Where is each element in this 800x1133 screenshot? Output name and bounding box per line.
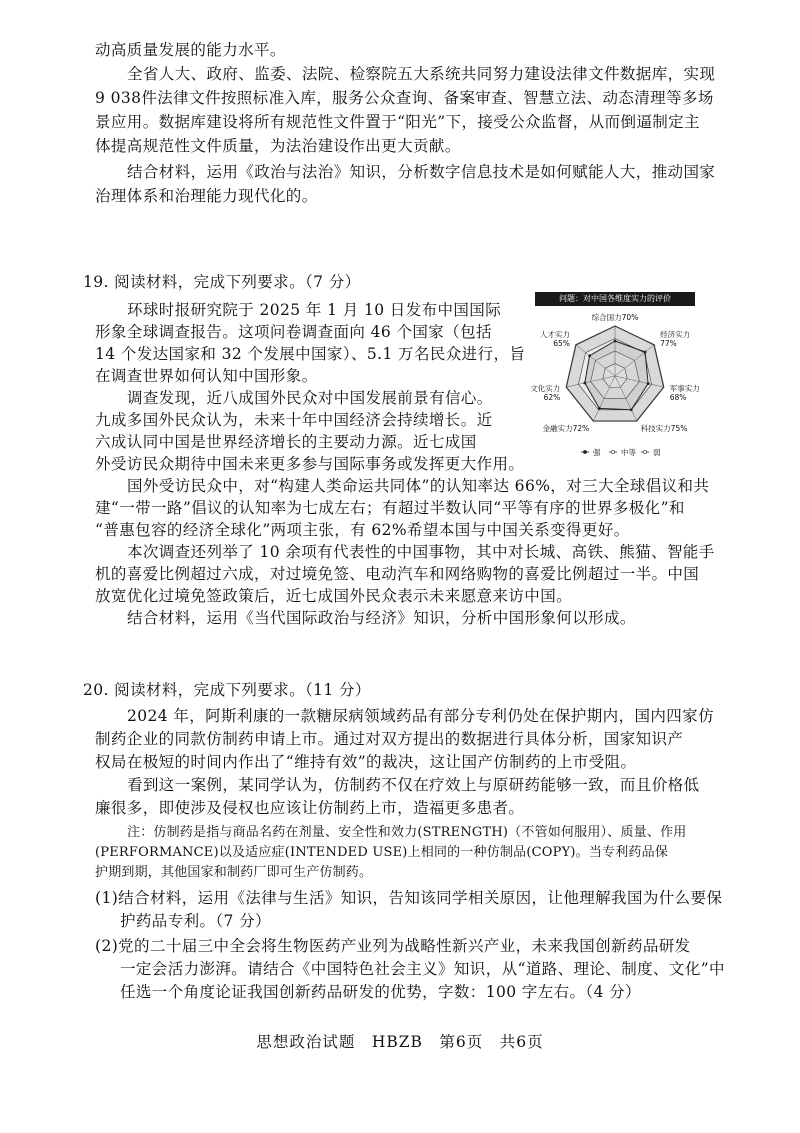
note-line: 注：仿制药是指与商品名药在剂量、安全性和效力(STRENGTH)（不管如何服用）、质量、作用: [127, 825, 687, 840]
legend-marker: [611, 450, 614, 453]
page-footer: 思想政治试题 HBZB 第6页 共6页: [256, 1033, 544, 1051]
text-line: 景应用。数据库建设将所有规范性文件置于“阳光”下，接受公众监督，从而倒逼制定主: [95, 113, 700, 131]
radar-axis-label: 军事实力: [669, 384, 700, 394]
text-line: 调查发现，近八成国外民众对中国发展前景有信心。: [127, 389, 493, 407]
text-line: 9 038件法律文件按照标准入库，服务公众查询、备案审查、智慧立法、动态清理等多场: [95, 89, 714, 107]
subquestion-2-line: 一定会活力澎湃。请结合《中国特色社会主义》知识，从“道路、理论、制度、文化”中: [120, 960, 725, 978]
radar-axis-label: 科技实力75%: [640, 424, 688, 434]
chart-title: 问题：对中国各维度实力的评价: [535, 292, 695, 306]
radar-chart: [530, 292, 700, 460]
radar-data-point: [630, 408, 633, 411]
text-line: 动高质量发展的能力水平。: [95, 41, 286, 59]
radar-axis-label: 文化实力: [530, 384, 561, 394]
text-line: 放宽优化过境免签政策后，近七成国外民众表示未来愿意来访中国。: [95, 587, 573, 605]
text-line: 在调查世界如何认知中国形象。: [95, 367, 318, 385]
question-20-heading: 20. 阅读材料，完成下列要求。（11 分）: [83, 681, 371, 699]
radar-axis-value: 68%: [669, 393, 687, 403]
text-line: 本次调查还列举了 10 余项有代表性的中国事物，其中对长城、高铁、熊猫、智能手: [127, 543, 715, 561]
radar-axis-label: 金融实力72%: [542, 424, 590, 434]
radar-chart-svg: [530, 292, 700, 460]
legend-marker: [583, 450, 586, 453]
text-line: 2024 年，阿斯利康的一款糖尿病领域药品有部分专利仍处在保护期内，国内四家仿: [127, 707, 714, 725]
text-line: 14 个发达国家和 32 个发展中国家）、5.1 万名民众进行，旨: [95, 345, 526, 363]
text-line: 结合材料，运用《当代国际政治与经济》知识，分析中国形象何以形成。: [127, 609, 636, 627]
legend-label: 强: [593, 448, 601, 457]
radar-data-point: [614, 340, 617, 343]
subquestion-1-line: (1)结合材料，运用《法律与生活》知识，告知该同学相关原因，让他理解我国为什么要保: [95, 889, 723, 907]
radar-axis-value: 77%: [660, 338, 677, 348]
text-line: 建“一带一路”倡议的认知率为七成左右；有超过半数认同“平等有序的世界多极化”和: [95, 499, 685, 517]
text-line: 机的喜爱比例超过六成，对过境免签、电动汽车和网络购物的喜爱比例超过一半。中国: [95, 565, 700, 583]
radar-axis-label: 经济实力: [660, 329, 691, 339]
radar-data-point: [647, 382, 650, 385]
radar-data-point: [583, 381, 586, 384]
radar-data-point: [588, 354, 591, 357]
subquestion-2-line: (2)党的二十届三中全会将生物医药产业列为战略性新兴产业，未来我国创新药品研发: [95, 937, 691, 955]
text-line: 国外受访民众中，对“构建人类命运共同体”的认知率达 66%，对三大全球倡议和共: [127, 477, 710, 495]
text-line: 治理体系和治理能力现代化的。: [95, 187, 318, 205]
note-line: (PERFORMANCE)以及适应症(INTENDED USE)上相同的一种仿制品(COPY)。当专利药品保: [95, 845, 669, 860]
text-line: 六成认同中国是世界经济增长的主要动力源。近七成国: [95, 433, 477, 451]
question-19-heading: 19. 阅读材料，完成下列要求。（7 分）: [83, 273, 361, 291]
legend-marker: [643, 450, 646, 453]
radar-axis-label: 综合国力70%: [591, 313, 639, 322]
text-line: 全省人大、政府、监委、法院、检察院五大系统共同努力建设法律文件数据库，实现: [127, 65, 716, 83]
text-line: 看到这一案例，某同学认为，仿制药不仅在疗效上与原研药能够一致，而且价格低: [127, 776, 700, 794]
text-line: 制药企业的同款仿制药申请上市。通过对双方提出的数据进行具体分析，国家知识产: [95, 730, 684, 748]
text-line: 九成多国外民众认为，未来十年中国经济会持续增长。近: [95, 411, 493, 429]
note-line: 护期到期，其他国家和制药厂即可生产仿制药。: [95, 865, 373, 880]
text-line: 外受访民众期待中国未来更多参与国际事务或发挥更大作用。: [95, 455, 525, 473]
text-line: 体提高规范性文件质量，为法治建设作出更大贡献。: [95, 137, 461, 155]
subquestion-1-line: 护药品专利。（7 分）: [120, 912, 271, 930]
text-line: 结合材料，运用《政治与法治》知识，分析数字信息技术是如何赋能人大，推动国家: [127, 163, 716, 181]
radar-data-point: [644, 351, 647, 354]
radar-axis-value: 65%: [553, 338, 570, 348]
radar-axis-label: 人才实力: [539, 329, 570, 339]
text-line: 廉很多，即使涉及侵权也应该让仿制药上市，造福更多患者。: [95, 799, 525, 817]
subquestion-2-line: 任选一个角度论证我国创新药品研发的优势，字数：100 字左右。（4 分）: [120, 983, 641, 1001]
text-line: “普惠包容的经济全球化”两项主张，有 62%希望本国与中国关系变得更好。: [95, 521, 630, 539]
radar-axis-value: 62%: [543, 393, 561, 403]
text-line: 形象全球调查报告。这项问卷调查面向 46 个国家（包括: [95, 323, 492, 341]
text-line: 权局在极短的时间内作出了“维持有效”的裁决，这让国产仿制药的上市受阻。: [95, 753, 637, 771]
legend-label: 弱: [653, 448, 661, 457]
text-line: 环球时报研究院于 2025 年 1 月 10 日发布中国国际: [127, 301, 502, 319]
legend-label: 中等: [621, 448, 636, 457]
radar-data-point: [598, 407, 601, 410]
